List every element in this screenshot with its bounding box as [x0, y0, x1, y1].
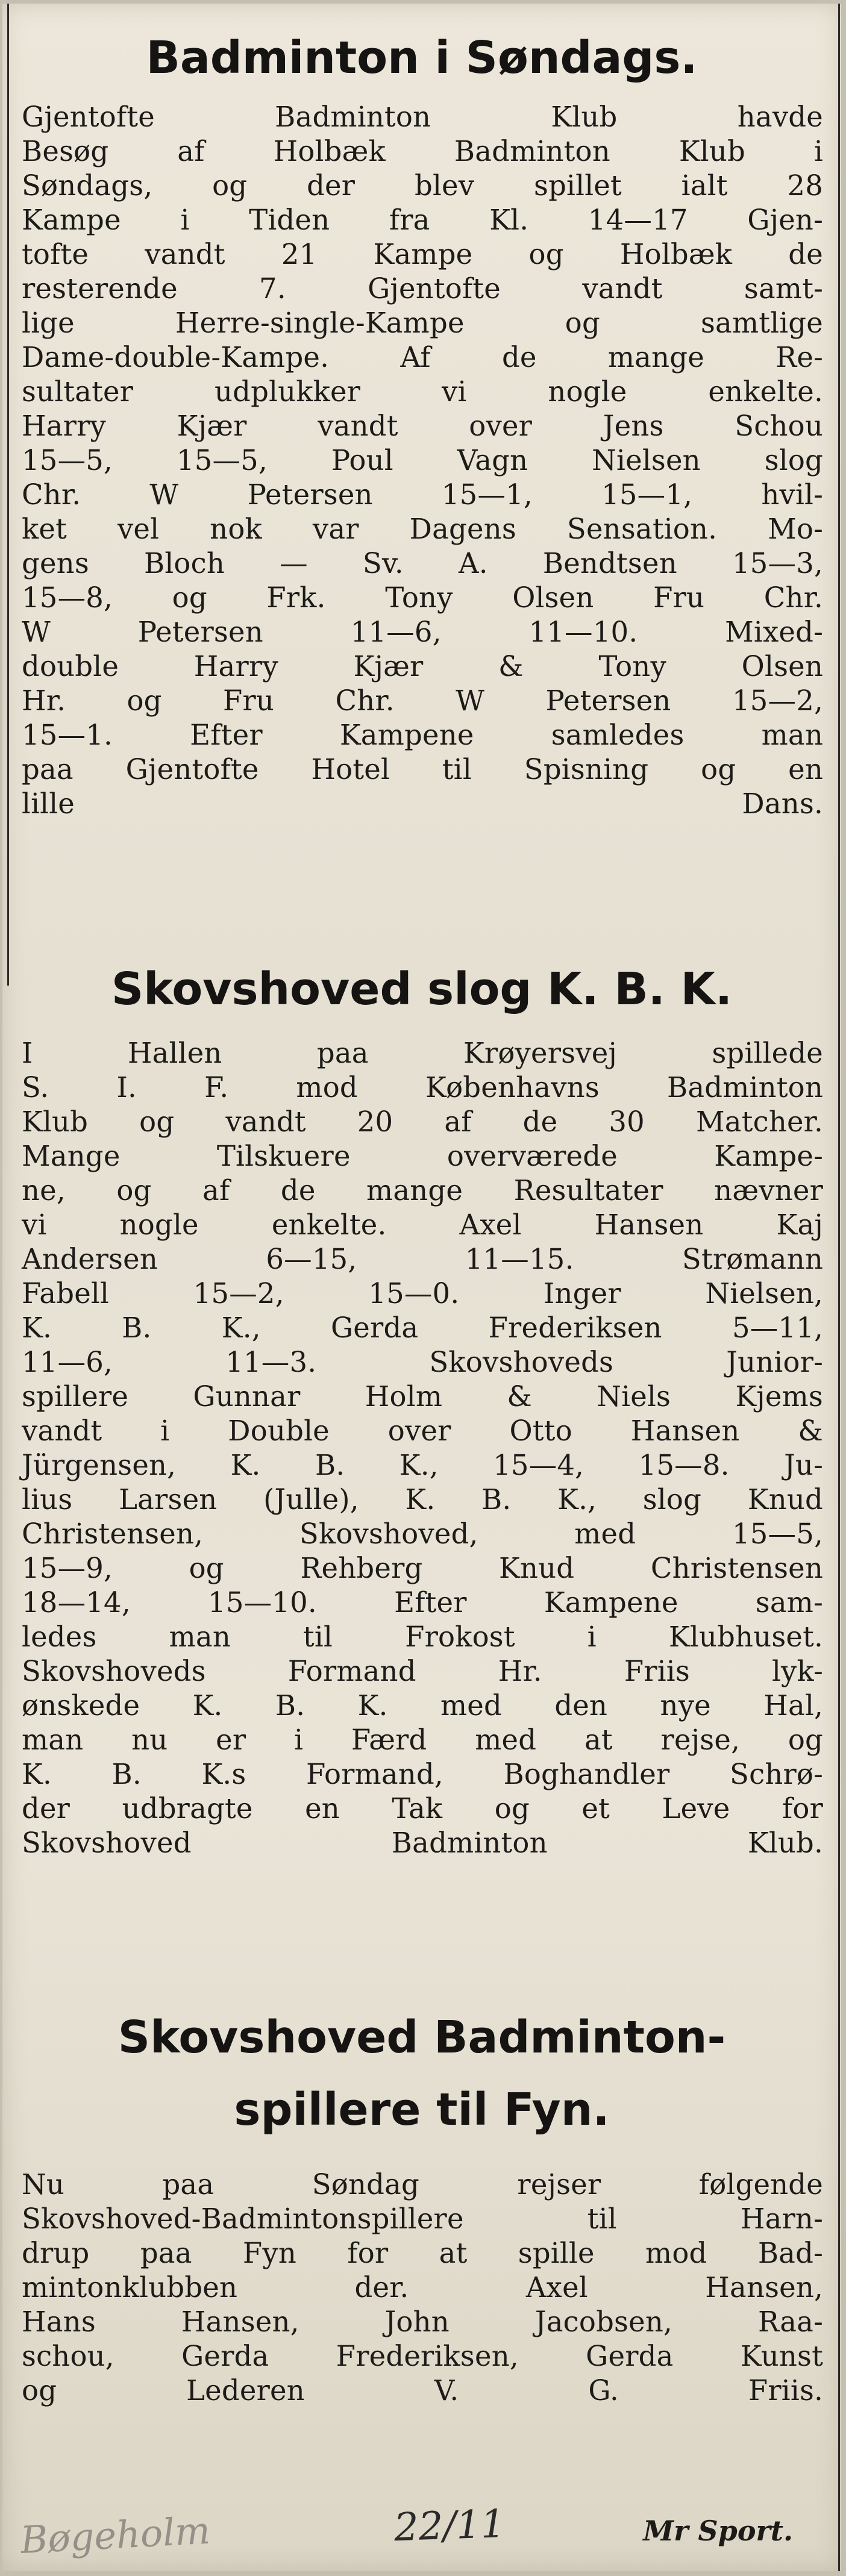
article-3-headline-line2: spillere til Fyn. — [234, 2084, 610, 2136]
footer — [2, 2501, 841, 2570]
article-1-body: Gjentofte Badminton Klub havde Besøg af Holbæk Badminton Klub i Søndags, og der blev spillet ialt 28 Kampe i Tiden fra Kl. 14—17 Gjen- tofte vandt 21 Kampe og Holbæk de resterende 7. Gjentofte vandt samt- lige Herre-single-Kampe og samtlige Dame-double-Kampe. Af de mange Re- sultater udplukker vi nogle enkelte. Harry Kjær vandt over Jens Schou 15—5, 15—5, Poul Vagn Nielsen slog Chr. W Petersen 15—1, 15—1, hvil- ket vel nok var Dagens Sensation. Mo- gens Bloch — Sv. A. Bendtsen 15—3, 15—8, og Frk. Tony Olsen Fru Chr. W Petersen 11—6, 11—10. Mixed- double Harry Kjær & Tony Olsen Hr. og Fru Chr. W Petersen 15—2, 15—1. Efter Kampene samledes man paa Gjentofte Hotel til Spisning og en lille Dans. — [22, 101, 823, 820]
article-2-headline: Skovshoved slog K. B. K. — [111, 963, 733, 1015]
article-3-body: Nu paa Søndag rejser følgende Skovshoved-Badmintonspillere til Harn- drup paa Fyn for at spille mod Bad- mintonklubben der. Axel Hansen, Hans Hansen, John Jacobsen, Raa- schou, Gerda Frederiksen, Gerda Kunst og Lederen V. G. Friis. — [22, 2168, 823, 2407]
handwritten-date: 22/11 — [393, 2501, 506, 2551]
byline: Mr Sport. — [643, 2515, 793, 2547]
newspaper-clipping — [2, 4, 841, 2571]
article-1-headline: Badminton i Søndags. — [146, 32, 698, 84]
handwritten-signature: Bøgeholm — [19, 2508, 212, 2562]
column-rule-right — [838, 4, 840, 2571]
column-rule-left — [7, 4, 9, 986]
article-3-headline-line1: Skovshoved Badminton- — [118, 2012, 726, 2063]
article-2-body: I Hallen paa Krøyersvej spillede S. I. F. mod Københavns Badminton Klub og vandt 20 af de 30 Matcher. Mange Tilskuere overværede Kampe- ne, og af de mange Resultater nævner vi nogle enkelte. Axel Hansen Kaj Andersen 6—15, 11—15. Strømann Fabell 15—2, 15—0. Inger Nielsen, K. B. K., Gerda Frederiksen 5—11, 11—6, 11—3. Skovshoveds Junior- spillere Gunnar Holm & Niels Kjems vandt i Double over Otto Hansen & Jürgensen, K. B. K., 15—4, 15—8. Ju- lius Larsen (Julle), K. B. K., slog Knud Christensen, Skovshoved, med 15—5, 15—9, og Rehberg Knud Christensen 18—14, 15—10. Efter Kampene sam- ledes man til Frokost i Klubhuset. Skovshoveds Formand Hr. Friis lyk- ønskede K. B. K. med den nye Hal, man nu er i Færd med at rejse, og K. B. K.s Formand, Boghandler Schrø- der udbragte en Tak og et Leve for Skovshoved Badminton Klub. — [22, 1037, 823, 1859]
